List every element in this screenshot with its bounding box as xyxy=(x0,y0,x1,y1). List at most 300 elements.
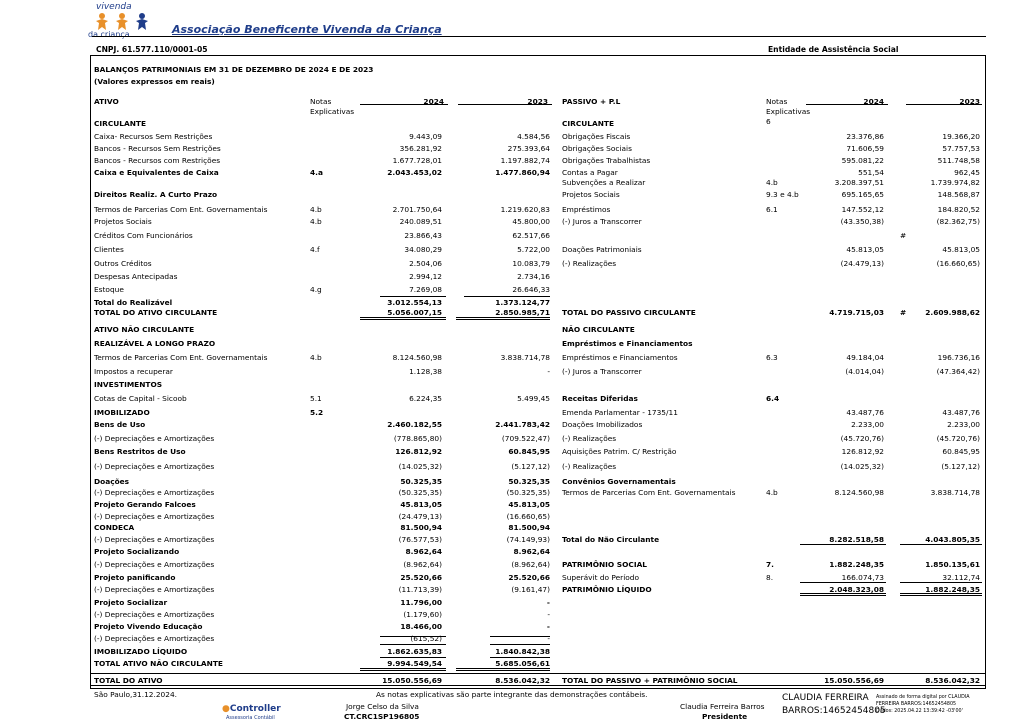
left-row xyxy=(94,609,554,621)
value-2024: 8.124.560,98 xyxy=(834,488,884,497)
row-label: IMOBILIZADO xyxy=(94,408,150,417)
accountant-name: Jorge Celso da Silva xyxy=(346,702,419,711)
rule-total-bottom xyxy=(90,685,986,686)
value-2024: 8.124.560,98 xyxy=(392,353,442,362)
value-2023: 2.609.988,62 xyxy=(925,308,980,317)
value-2024: 695.165,65 xyxy=(841,190,884,199)
value-2023: 1.882.248,35 xyxy=(925,585,980,594)
left-row xyxy=(94,216,554,228)
row-label: Bens Restritos de Uso xyxy=(94,447,186,456)
left-row xyxy=(94,204,554,216)
row-label: Contas a Pagar xyxy=(562,168,618,177)
value-2024: 81.500,94 xyxy=(400,523,442,532)
row-label: Outros Créditos xyxy=(94,259,152,268)
left-row xyxy=(94,534,554,546)
value-2024: (1.179,60) xyxy=(403,610,442,619)
value-2024: (14.025,32) xyxy=(398,462,442,471)
left-row xyxy=(94,461,554,473)
value-2023: 1.219.620,83 xyxy=(500,205,550,214)
value-2023: 26.646,33 xyxy=(512,285,550,294)
value-2024: 2.048.323,08 xyxy=(829,585,884,594)
left-row xyxy=(94,366,554,378)
year-2023-right: 2023 xyxy=(959,97,980,106)
logo-text-bottom: da criança xyxy=(88,30,130,39)
row-label: NÃO CIRCULANTE xyxy=(562,325,635,334)
value-2023: (16.660,65) xyxy=(936,259,980,268)
row-note: 4.f xyxy=(310,245,320,254)
value-2023: 8.962,64 xyxy=(513,547,550,556)
right-row xyxy=(562,177,982,189)
org-name: Associação Beneficente Vivenda da Criança xyxy=(172,23,442,36)
value-2024: (778.865,80) xyxy=(393,434,442,443)
right-row xyxy=(562,155,982,167)
row-label: PATRIMÔNIO SOCIAL xyxy=(562,560,648,569)
header-2023-left xyxy=(460,96,548,108)
right-row xyxy=(562,407,982,419)
row-label: Clientes xyxy=(94,245,124,254)
row-label: Emenda Parlamentar - 1735/11 xyxy=(562,408,678,417)
left-row xyxy=(94,324,554,336)
notas-num-right: 6 xyxy=(766,117,771,126)
year-2024-left: 2024 xyxy=(423,97,444,106)
header-2024-left xyxy=(360,96,444,108)
row-label: (-) Depreciações e Amortizações xyxy=(94,560,215,569)
left-row xyxy=(94,572,554,584)
left-row xyxy=(94,646,554,658)
value-2023: 2.850.985,71 xyxy=(495,308,550,317)
value-2023: 3.838.714,78 xyxy=(930,488,980,497)
value-2024: (45.720,76) xyxy=(840,434,884,443)
row-label: (-) Depreciações e Amortizações xyxy=(94,634,215,643)
row-label: Direitos Realiz. A Curto Prazo xyxy=(94,190,218,199)
row-label: Impostos a recuperar xyxy=(94,367,173,376)
row-label: Total do Não Circulante xyxy=(562,535,660,544)
title-text-1: BALANÇOS PATRIMONIAIS EM 31 DE DEZEMBRO DE 2024 E DE 2023 xyxy=(94,65,374,74)
row-label: Empréstimos xyxy=(562,205,611,214)
value-2024: 9.443,09 xyxy=(409,132,442,141)
value-2023: 57.757,53 xyxy=(942,144,980,153)
left-row xyxy=(94,597,554,609)
value-2024: (24.479,13) xyxy=(840,259,884,268)
value-2023: 5.722,00 xyxy=(517,245,550,254)
right-row xyxy=(562,258,982,270)
header-2023-right xyxy=(900,96,980,108)
value-2024: (615,52) xyxy=(410,634,442,643)
dbl-pl-23 xyxy=(900,593,982,596)
value-2023: (5.127,12) xyxy=(941,462,980,471)
value-2024: 595.081,22 xyxy=(841,156,884,165)
value-2024: 4.719.715,03 xyxy=(829,308,884,317)
value-2024: (24.479,13) xyxy=(398,512,442,521)
value-2024: 23.376,86 xyxy=(846,132,884,141)
dbl-circ-24 xyxy=(360,317,446,320)
rule-total-top xyxy=(90,673,986,674)
value-2024: 2.233,00 xyxy=(851,420,884,429)
header-rule xyxy=(92,36,986,37)
row-label: Projetos Sociais xyxy=(94,217,152,226)
row-note: 4.b xyxy=(766,178,778,187)
row-label: (-) Realizações xyxy=(562,434,617,443)
rule-vivendo-24 xyxy=(380,636,446,637)
right-row xyxy=(562,131,982,143)
row-note: 4.b xyxy=(310,353,322,362)
controller-logo-text: Controller xyxy=(229,704,281,714)
notas-label-right: Notas xyxy=(766,97,788,106)
row-label: (-) Depreciações e Amortizações xyxy=(94,462,215,471)
left-row xyxy=(94,379,554,391)
left-row xyxy=(94,522,554,534)
value-2023: (47.364,42) xyxy=(936,367,980,376)
value-2024: 126.812,92 xyxy=(841,447,884,456)
left-row xyxy=(94,633,554,645)
row-label: Estoque xyxy=(94,285,124,294)
value-2023: 5.685.056,61 xyxy=(495,659,550,668)
value-2023: 2.441.783,42 xyxy=(495,420,550,429)
left-row xyxy=(94,352,554,364)
controller-logo-mark-icon: ● xyxy=(222,704,230,714)
row-label: (-) Depreciações e Amortizações xyxy=(94,512,215,521)
row-label: Termos de Parcerias Com Ent. Governamentais xyxy=(562,488,736,497)
controller-logo xyxy=(222,704,281,714)
row-label: CONDECA xyxy=(94,523,135,532)
year-2024-right: 2024 xyxy=(863,97,884,106)
value-2023: 32.112,74 xyxy=(942,573,980,582)
row-label: Caixa- Recursos Sem Restrições xyxy=(94,132,213,141)
value-2024: 11.796,00 xyxy=(400,598,442,607)
value-2024: (11.713,39) xyxy=(398,585,442,594)
value-2024: 1.677.728,01 xyxy=(392,156,442,165)
president-role: Presidente xyxy=(702,712,748,721)
row-label: Superávit do Período xyxy=(562,573,639,582)
logo-text-top: vivenda xyxy=(96,2,132,12)
row-label: Termos de Parcerias Com Ent. Governamentais xyxy=(94,353,268,362)
rule-2023-left xyxy=(458,104,552,105)
left-row xyxy=(94,584,554,596)
value-2023: (709.522,47) xyxy=(501,434,550,443)
value-2023: 60.845,95 xyxy=(508,447,550,456)
row-note: 6.3 xyxy=(766,353,778,362)
left-row xyxy=(94,499,554,511)
rule-nc-right-24 xyxy=(800,544,886,545)
value-2024: (4.014,04) xyxy=(845,367,884,376)
value-2024: 8.962,64 xyxy=(405,547,442,556)
row-label: Doações xyxy=(94,477,130,486)
header-2024-right xyxy=(800,96,884,108)
right-row xyxy=(562,307,982,319)
value-2023: 43.487,76 xyxy=(942,408,980,417)
value-2023: 2.233,00 xyxy=(947,420,980,429)
value-2023: (9.161,47) xyxy=(511,585,550,594)
value-2024: (43.350,38) xyxy=(840,217,884,226)
value-2023: (16.660,65) xyxy=(506,512,550,521)
value-2023: 62.517,66 xyxy=(512,231,550,240)
value-2024: 71.606,59 xyxy=(846,144,884,153)
value-2024: 45.813,05 xyxy=(400,500,442,509)
right-row xyxy=(562,204,982,216)
value-2023: (74.149,93) xyxy=(506,535,550,544)
row-label: Obrigações Sociais xyxy=(562,144,632,153)
row-label: Projetos Sociais xyxy=(562,190,620,199)
left-row xyxy=(94,118,554,130)
value-2023: 4.043.805,35 xyxy=(925,535,980,544)
left-row xyxy=(94,230,554,242)
value-2024: 147.552,12 xyxy=(841,205,884,214)
row-label: Total do Realizável xyxy=(94,298,173,307)
rule-realizavel-23 xyxy=(464,296,550,297)
rule-2023-right xyxy=(906,104,982,105)
row-label: Projeto Socializar xyxy=(94,598,168,607)
value-2023: - xyxy=(546,598,550,607)
value-2023: 45.800,00 xyxy=(512,217,550,226)
value-2024: 1.862.635,83 xyxy=(387,647,442,656)
value-2024: 15.050.556,69 xyxy=(824,676,884,685)
row-label: REALIZÁVEL A LONGO PRAZO xyxy=(94,339,216,348)
dbl-nc-24 xyxy=(360,668,446,671)
left-row xyxy=(94,446,554,458)
right-row xyxy=(562,559,982,571)
row-note: 8. xyxy=(766,573,774,582)
notes-statement: As notas explicativas são parte integrante das demonstrações contábeis. xyxy=(376,690,648,699)
value-2024: (76.577,53) xyxy=(398,535,442,544)
header-ativo xyxy=(94,96,294,108)
value-2023: 1.840.842,38 xyxy=(495,647,550,656)
signature-note-2: FERREIRA BARROS:14652454805 xyxy=(876,702,957,707)
place-date: São Paulo,31.12.2024. xyxy=(94,690,178,699)
left-row xyxy=(94,258,554,270)
value-2023: 19.366,20 xyxy=(942,132,980,141)
row-label: TOTAL DO PASSIVO + PATRIMÔNIO SOCIAL xyxy=(562,676,738,685)
value-2023: 1.739.974,82 xyxy=(930,178,980,187)
row-label: Bancos - Recursos Sem Restrições xyxy=(94,144,221,153)
value-2024: 3.208.397,51 xyxy=(834,178,884,187)
value-2024: 23.866,43 xyxy=(404,231,442,240)
left-row xyxy=(94,559,554,571)
row-label: Cotas de Capital - Sicoob xyxy=(94,394,187,403)
value-2024: 34.080,29 xyxy=(404,245,442,254)
row-label: TOTAL ATIVO NÃO CIRCULANTE xyxy=(94,659,223,668)
value-2023: 3.838.714,78 xyxy=(500,353,550,362)
row-label: Créditos Com Funcionários xyxy=(94,231,193,240)
row-label: Doações Patrimoniais xyxy=(562,245,642,254)
row-label: TOTAL DO ATIVO CIRCULANTE xyxy=(94,308,218,317)
value-2024: (50.325,35) xyxy=(398,488,442,497)
value-2024: 1.128,38 xyxy=(409,367,442,376)
signature-note-1: Assinado de forma digital por CLAUDIA xyxy=(876,695,970,700)
ativo-label: ATIVO xyxy=(94,97,119,106)
value-2024: 2.504,06 xyxy=(409,259,442,268)
header-passivo xyxy=(562,96,762,108)
row-label: Obrigações Fiscais xyxy=(562,132,631,141)
value-2023: 962,45 xyxy=(954,168,980,177)
row-label: Empréstimos e Financiamentos xyxy=(562,353,678,362)
left-row xyxy=(94,284,554,296)
rule-pl-24 xyxy=(800,582,886,583)
row-label: Obrigações Trabalhistas xyxy=(562,156,651,165)
row-label: Bancos - Recursos com Restrições xyxy=(94,156,221,165)
left-row xyxy=(94,244,554,256)
children-logo-icon xyxy=(92,11,152,31)
org-logo xyxy=(86,2,164,40)
row-label: Bens de Uso xyxy=(94,420,146,429)
right-row xyxy=(562,366,982,378)
value-2024: 240.089,51 xyxy=(399,217,442,226)
rule-nc-top-23 xyxy=(490,657,550,658)
right-row xyxy=(562,324,982,336)
dbl-nc-23 xyxy=(456,668,550,671)
value-2023: 45.813,05 xyxy=(508,500,550,509)
value-2023: 10.083,79 xyxy=(512,259,550,268)
row-label: (-) Depreciações e Amortizações xyxy=(94,535,215,544)
rule-imob-23 xyxy=(490,644,550,645)
row-label: CIRCULANTE xyxy=(562,119,614,128)
value-2023: 81.500,94 xyxy=(508,523,550,532)
value-2024: 126.812,92 xyxy=(395,447,442,456)
right-row xyxy=(562,487,982,499)
value-2023: 511.748,58 xyxy=(937,156,980,165)
value-2023: 196.736,16 xyxy=(937,353,980,362)
value-2023: 1.477.860,94 xyxy=(495,168,550,177)
row-label: Aquisições Patrim. C/ Restrição xyxy=(562,447,677,456)
year-2023-left: 2023 xyxy=(527,97,548,106)
left-row xyxy=(94,167,554,179)
row-label: (-) Realizações xyxy=(562,462,617,471)
row-note: 9.3 e 4.b xyxy=(766,190,799,199)
left-row xyxy=(94,131,554,143)
cnpj: CNPJ. 61.577.110/0001-05 xyxy=(96,45,208,54)
row-note: 4.a xyxy=(310,168,323,177)
row-label: (-) Depreciações e Amortizações xyxy=(94,434,215,443)
row-label: Caixa e Equivalentes de Caixa xyxy=(94,168,219,177)
row-label: (-) Realizações xyxy=(562,259,617,268)
signature-note-3: Dados: 2025.04.22 13:39:42 -03'00' xyxy=(876,709,963,714)
value-2023: 25.520,66 xyxy=(508,573,550,582)
value-2024: 5.056.007,15 xyxy=(387,308,442,317)
value-2023: (5.127,12) xyxy=(511,462,550,471)
value-2023: 148.568,87 xyxy=(937,190,980,199)
value-2023: 4.584,56 xyxy=(517,132,550,141)
value-2024: 1.882.248,35 xyxy=(829,560,884,569)
accountant-crc: CT.CRC1SP196805 xyxy=(344,712,420,721)
left-row xyxy=(94,487,554,499)
left-row xyxy=(94,419,554,431)
row-label: Projeto Gerando Falcoes xyxy=(94,500,196,509)
value-2024: 18.466,00 xyxy=(400,622,442,631)
left-row xyxy=(94,433,554,445)
value-2023: 1.373.124,77 xyxy=(495,298,550,307)
row-label: (-) Juros a Transcorrer xyxy=(562,217,642,226)
row-label: CIRCULANTE xyxy=(94,119,146,128)
title-text-2: (Valores expressos em reais) xyxy=(94,77,215,86)
left-row xyxy=(94,338,554,350)
right-row xyxy=(562,446,982,458)
entity-type: Entidade de Assistência Social xyxy=(768,45,899,54)
row-note: 6.1 xyxy=(766,205,778,214)
row-label: ATIVO NÃO CIRCULANTE xyxy=(94,325,195,334)
row-note: 4.b xyxy=(766,488,778,497)
left-row xyxy=(94,271,554,283)
value-2024: (14.025,32) xyxy=(840,462,884,471)
value-2024: 2.701.750,64 xyxy=(392,205,442,214)
row-label: Projeto Socializando xyxy=(94,547,180,556)
signature-name-2: BARROS:14652454805 xyxy=(782,706,886,716)
value-2024: 551,54 xyxy=(858,168,884,177)
value-2024: 50.325,35 xyxy=(400,477,442,486)
value-2024: 25.520,66 xyxy=(400,573,442,582)
row-label: IMOBILIZADO LÍQUIDO xyxy=(94,647,188,656)
row-label: (-) Juros a Transcorrer xyxy=(562,367,642,376)
value-2023: 1.850.135,61 xyxy=(925,560,980,569)
value-2023: - xyxy=(547,367,550,376)
right-row xyxy=(562,433,982,445)
left-row xyxy=(94,393,554,405)
right-row xyxy=(562,216,982,228)
value-2024: 8.282.518,58 xyxy=(829,535,884,544)
value-2023: - xyxy=(547,634,550,643)
passivo-label: PASSIVO + P.L xyxy=(562,97,621,106)
rule-vivendo-23 xyxy=(490,636,550,637)
row-note: 4.g xyxy=(310,285,322,294)
value-2024: 356.281,92 xyxy=(399,144,442,153)
rule-nc-top-24 xyxy=(380,657,446,658)
value-2023: 60.845,95 xyxy=(942,447,980,456)
value-2024: 7.269,08 xyxy=(409,285,442,294)
row-label: Empréstimos e Financiamentos xyxy=(562,339,693,348)
right-row xyxy=(562,244,982,256)
row-label: Convênios Governamentais xyxy=(562,477,676,486)
row-label: TOTAL DO ATIVO xyxy=(94,676,163,685)
rule-2024-left xyxy=(360,104,448,105)
right-row xyxy=(562,352,982,364)
value-2023: 45.813,05 xyxy=(942,245,980,254)
value-2023: 184.820,52 xyxy=(937,205,980,214)
value-2023: - xyxy=(546,622,550,631)
value-2023: (8.962,64) xyxy=(511,560,550,569)
left-row xyxy=(94,155,554,167)
value-2024: 166.074,73 xyxy=(841,573,884,582)
right-row xyxy=(562,338,982,350)
left-row xyxy=(94,407,554,419)
left-row xyxy=(94,189,554,201)
document-header xyxy=(0,0,1024,44)
right-row xyxy=(562,419,982,431)
notas-expl-left: Explicativas xyxy=(310,107,355,116)
row-label: INVESTIMENTOS xyxy=(94,380,163,389)
row-note: 5.1 xyxy=(310,394,322,403)
row-hash-mark: # xyxy=(900,308,907,317)
value-2023: 8.536.042,32 xyxy=(925,676,980,685)
row-label: PATRIMÔNIO LÍQUIDO xyxy=(562,585,652,594)
right-row xyxy=(562,143,982,155)
row-label: (-) Depreciações e Amortizações xyxy=(94,610,215,619)
value-2023: 5.499,45 xyxy=(517,394,550,403)
value-2024: (8.962,64) xyxy=(403,560,442,569)
row-label: (-) Depreciações e Amortizações xyxy=(94,585,215,594)
value-2023: 1.197.882,74 xyxy=(500,156,550,165)
value-2023: 8.536.042,32 xyxy=(495,676,550,685)
row-label: Termos de Parcerias Com Ent. Governamentais xyxy=(94,205,268,214)
dbl-circ-23 xyxy=(456,317,550,320)
rule-pl-23 xyxy=(900,582,982,583)
signature-name-1: CLAUDIA FERREIRA xyxy=(782,693,869,703)
value-2024: 49.184,04 xyxy=(846,353,884,362)
value-2024: 45.813,05 xyxy=(846,245,884,254)
value-2024: 2.994,12 xyxy=(409,272,442,281)
value-2024: 15.050.556,69 xyxy=(382,676,442,685)
row-label: Doações Imobilizados xyxy=(562,420,643,429)
rule-nc-right-23 xyxy=(900,544,982,545)
row-note: 4.b xyxy=(310,205,322,214)
value-2023: (82.362,75) xyxy=(936,217,980,226)
